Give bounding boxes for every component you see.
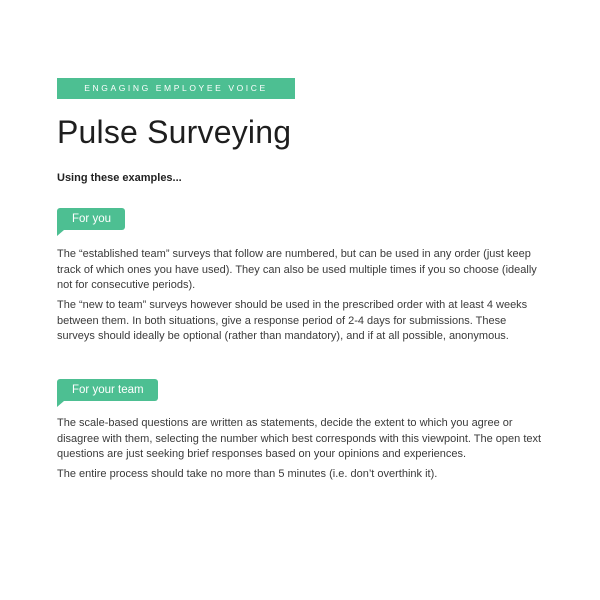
- paragraph-established-team: The “established team” surveys that follow are numbered, but can be used in any order (just keep track of which ones you have used). They can also be used multiple times if you so choose (ideally not for consecutive periods).: [57, 248, 537, 291]
- page-title: Pulse Surveying: [57, 114, 292, 150]
- section-eyebrow-banner: ENGAGING EMPLOYEE VOICE: [57, 78, 295, 99]
- paragraph-new-to-team: The “new to team” surveys however should be used in the prescribed order with at least 4 weeks between them. In both situations, give a response period of 2-4 days for submissions. These surveys should ideally be optional (rather than mandatory), and if at all possible, anonymous.: [57, 299, 528, 342]
- tag-for-you: For you: [57, 208, 125, 230]
- paragraph-process-duration: The entire process should take no more than 5 minutes (i.e. don’t overthink it).: [57, 468, 438, 480]
- paragraph-scale-questions: The scale-based questions are written as statements, decide the extent to which you agree or disagree with them, selecting the number which best corresponds with this viewpoint. The open text questions are just seeking brief responses based on your opinions and experiences.: [57, 417, 542, 460]
- tag-for-your-team: For your team: [57, 379, 158, 401]
- page-subtitle: Using these examples...: [57, 172, 182, 184]
